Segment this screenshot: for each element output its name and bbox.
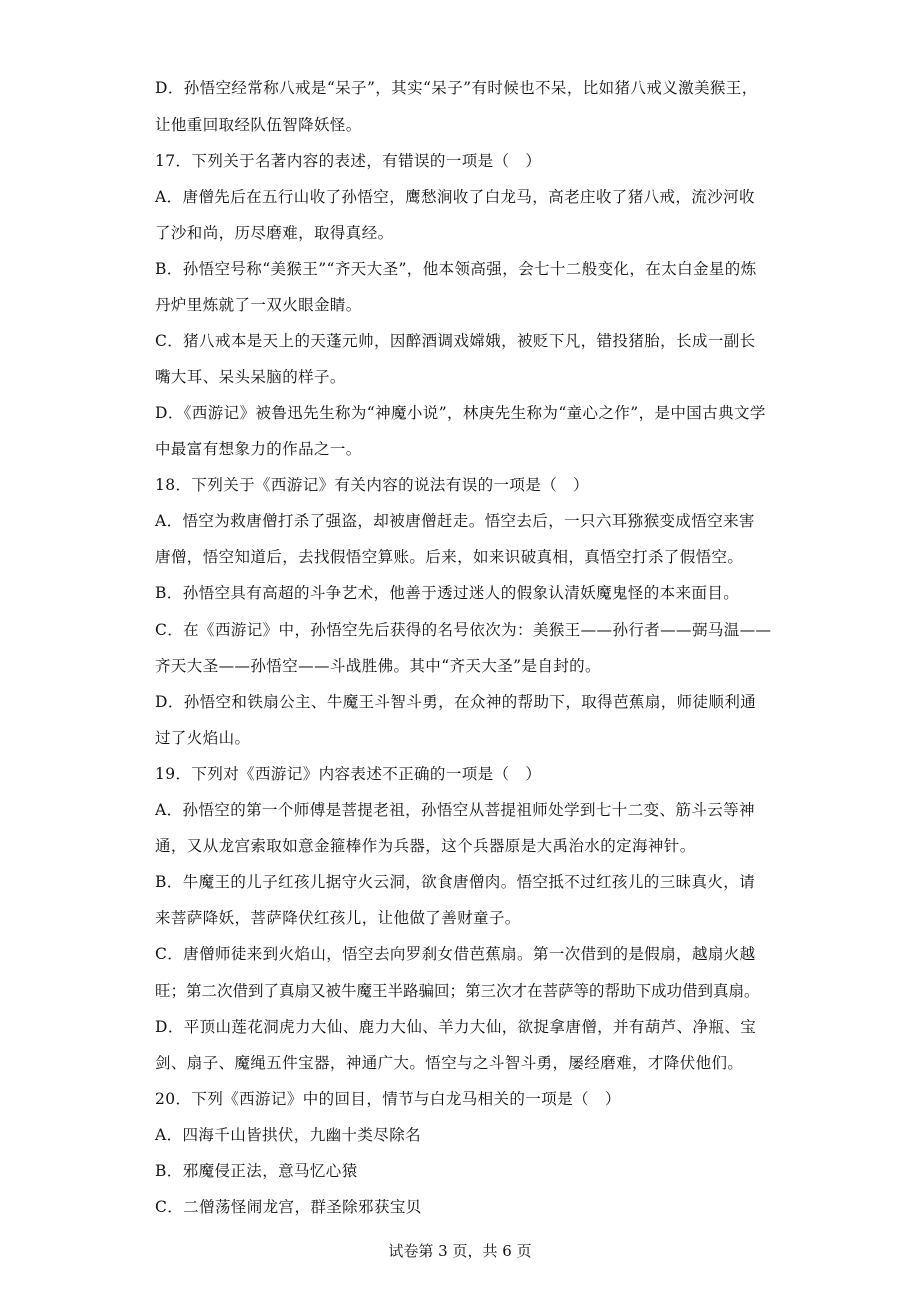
text-line: 让他重回取经队伍智降妖怪。 [155, 116, 362, 134]
question-17-stem: 17．下列关于名著内容的表述，有错误的一项是（ ） [155, 152, 542, 170]
text-line: B．牛魔王的儿子红孩儿据守火云洞，欲食唐僧肉。悟空抵不过红孩儿的三昧真火，请 [155, 873, 756, 891]
text-line: A．唐僧先后在五行山收了孙悟空，鹰愁涧收了白龙马，高老庄收了猪八戒，流沙河收 [155, 188, 755, 206]
text-line: C．二僧荡怪闹龙宫，群圣除邪获宝贝 [155, 1198, 422, 1216]
text-line: 过了火焰山。 [155, 729, 251, 747]
question-18-stem: 18．下列关于《西游记》有关内容的说法有误的一项是（ ） [155, 476, 589, 494]
text-line: 来菩萨降妖，菩萨降伏红孩儿，让他做了善财童子。 [155, 909, 521, 927]
text-line: 了沙和尚，历尽磨难，取得真经。 [155, 224, 394, 242]
question-19-stem: 19．下列对《西游记》内容表述不正确的一项是（ ） [155, 765, 542, 783]
text-line: A．孙悟空的第一个师傅是菩提老祖，孙悟空从菩提祖师处学到七十二变、筋斗云等神 [155, 801, 755, 819]
text-line: A．四海千山皆拱伏，九幽十类尽除名 [155, 1126, 421, 1144]
text-line: 嘴大耳、呆头呆脑的样子。 [155, 368, 346, 386]
text-line: C．唐僧师徒来到火焰山，悟空去向罗刹女借芭蕉扇。第一次借到的是假扇，越扇火越 [155, 945, 756, 963]
text-line: B．孙悟空号称“美猴王”“齐天大圣”，他本领高强，会七十二般变化，在太白金星的炼 [155, 260, 757, 278]
text-line: 中最富有想象力的作品之一。 [155, 440, 362, 458]
question-20-stem: 20．下列《西游记》中的回目，情节与白龙马相关的一项是（ ） [155, 1090, 621, 1108]
text-line: 剑、扇子、魔绳五件宝器，神通广大。悟空与之斗智斗勇，屡经磨难，才降伏他们。 [155, 1054, 744, 1072]
text-line: D．孙悟空经常称八戒是“呆子”，其实“呆子”有时候也不呆，比如猪八戒义激美猴王， [155, 79, 758, 97]
text-line: D．孙悟空和铁扇公主、牛魔王斗智斗勇，在众神的帮助下，取得芭蕉扇，师徒顺利通 [155, 693, 757, 711]
text-line: 丹炉里炼就了一双火眼金睛。 [155, 296, 362, 314]
text-line: B．邪魔侵正法，意马忆心猿 [155, 1162, 358, 1180]
page-footer: 试卷第 3 页，共 6 页 [388, 1242, 532, 1260]
text-line: C．猪八戒本是天上的天蓬元帅，因醉酒调戏嫦娥，被贬下凡，错投猪胎，长成一副长 [155, 332, 756, 350]
text-line: A．悟空为救唐僧打杀了强盗，却被唐僧赶走。悟空去后，一只六耳猕猴变成悟空来害 [155, 512, 755, 530]
text-line: 旺；第二次借到了真扇又被牛魔王半路骗回；第三次才在菩萨等的帮助下成功借到真扇。 [155, 982, 760, 1000]
text-line: D．平顶山莲花洞虎力大仙、鹿力大仙、羊力大仙，欲捉拿唐僧，并有葫芦、净瓶、宝 [155, 1018, 757, 1036]
text-line: D．《西游记》被鲁迅先生称为“神魔小说”，林庚先生称为“童心之作”，是中国古典文学 [155, 404, 766, 422]
text-line: 唐僧，悟空知道后，去找假悟空算账。后来，如来识破真相，真悟空打杀了假悟空。 [155, 548, 744, 566]
text-line: B．孙悟空具有高超的斗争艺术，他善于透过迷人的假象认清妖魔鬼怪的本来面目。 [155, 584, 740, 602]
text-line: 齐天大圣——孙悟空——斗战胜佛。其中“齐天大圣”是自封的。 [155, 657, 601, 675]
text-line: 通，又从龙宫索取如意金箍棒作为兵器，这个兵器原是大禹治水的定海神针。 [155, 837, 696, 855]
text-line: C．在《西游记》中，孙悟空先后获得的名号依次为：美猴王——孙行者——弼马温—— [155, 621, 772, 639]
